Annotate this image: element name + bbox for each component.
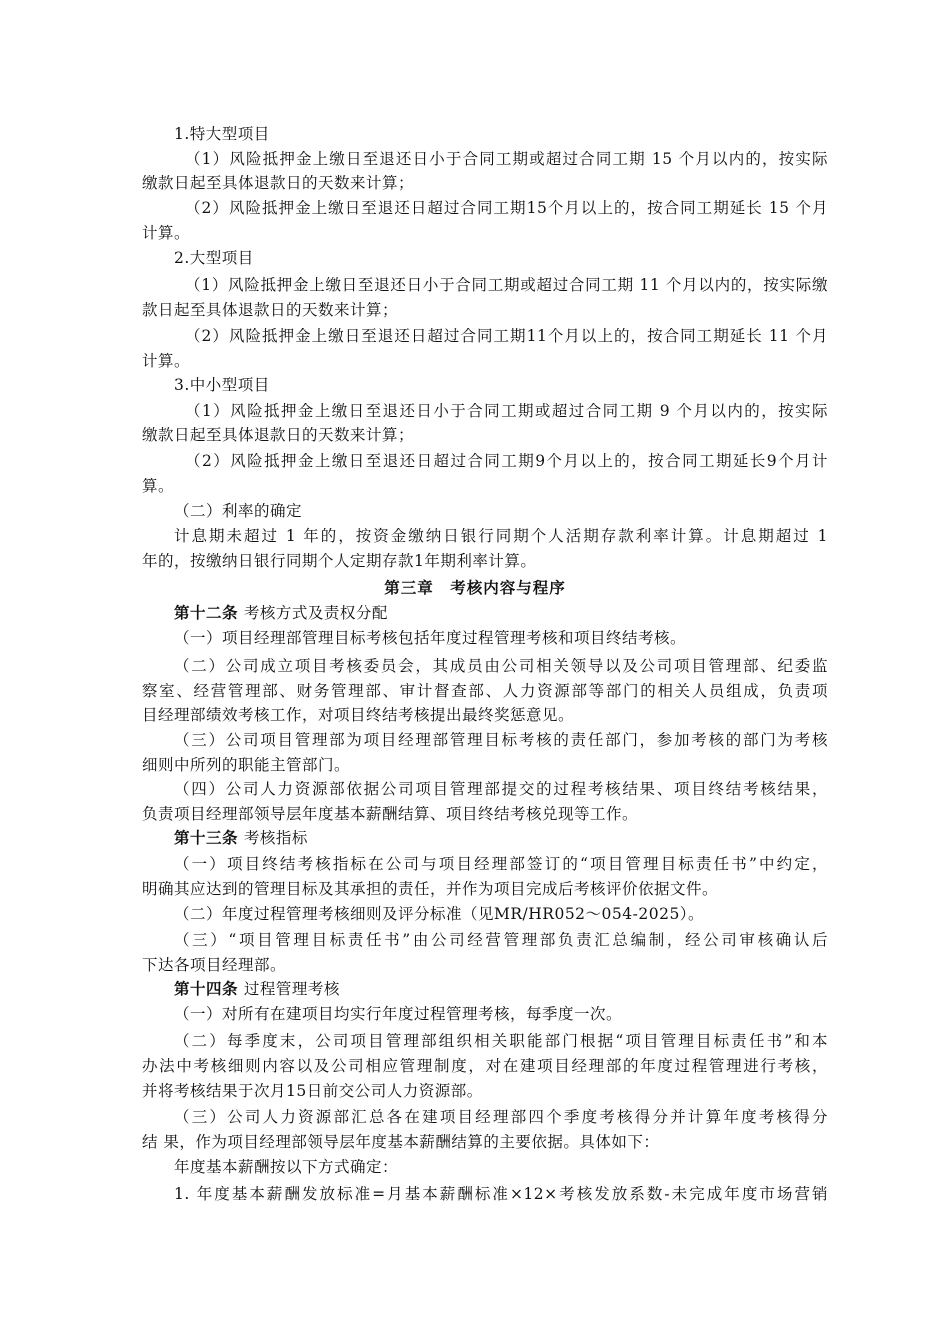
line-text: 目经理部绩效考核工作，对项目终结考核提出最终奖惩意见。 [142,706,575,724]
text-line [185,198,828,218]
article-line [174,979,828,999]
line-text: （三）公司人力资源部汇总各在建项目经理部四个季度考核得分并计算年度考核得分 [174,1108,828,1126]
text-line [142,681,828,701]
line-text: 缴款日起至具体退款日的天数来计算； [142,426,415,444]
article-number: 第十四条 [174,979,244,998]
article-line [174,603,828,623]
text-line [142,425,828,445]
text-line [142,300,828,320]
line-text: 办法中考核细则内容以及公司相应管理制度，对在建项目经理部的年度过程管理进行考核， [142,1057,828,1075]
line-text: （一）项目终结考核指标在公司与项目经理部签订的“项目管理目标责任书”中约定， [174,855,828,873]
line-text: 明确其应达到的管理目标及其承担的责任，并作为项目完成后考核评价依据文件。 [142,880,719,898]
line-text: 察室、经营管理部、财务管理部、审计督查部、人力资源部等部门的相关人员组成，负责项 [142,682,828,700]
article-number: 第十三条 [174,828,244,847]
line-text: （三）“项目管理目标责任书”由公司经营管理部负责汇总编制，经公司审核确认后 [174,931,828,949]
line-text: 负责项目经理部领导层年度基本薪酬结算、项目终结考核兑现等工作。 [142,805,639,823]
line-text: 1.特大型项目 [174,125,270,143]
article-line [174,828,828,848]
text-line [174,1157,828,1177]
line-text: 算。 [142,477,175,495]
article-number: 第十二条 [174,603,244,622]
text-line [174,375,828,395]
text-line [174,501,828,521]
text-line [174,779,828,799]
line-text: 缴款日起至具体退款日的天数来计算； [142,174,415,192]
line-text: 计息期未超过 1 年的，按资金缴纳日银行同期个人活期存款利率计算。计息期超过 1 [174,527,828,545]
line-text: 2.大型项目 [174,249,254,267]
text-line [174,656,828,676]
text-line [174,248,828,268]
line-text: 考核指标 [243,829,308,847]
text-line [142,705,828,725]
text-line [142,173,828,193]
text-line [174,930,828,950]
line-text: （1）风险抵押金上缴日至退还日小于合同工期或超过合同工期 11 个月以内的，按实际缴 [185,276,828,294]
line-text: 款日起至具体退款日的天数来计算； [142,301,399,319]
line-text: 细则中所列的职能主管部门。 [142,756,351,774]
text-line [185,451,828,471]
line-text: 并将考核结果于次月15日前交公司人力资源部。 [142,1082,483,1100]
text-line [174,124,828,144]
line-text: （1）风险抵押金上缴日至退还日小于合同工期或超过合同工期 15 个月以内的，按实际 [185,150,828,168]
line-text: 年度基本薪酬按以下方式确定： [174,1158,399,1176]
line-text: 下达各项目经理部。 [142,956,287,974]
text-line [142,551,828,571]
text-line [142,1132,828,1152]
line-text: 结 果，作为项目经理部领导层年度基本薪酬结算的主要依据。具体如下： [142,1133,660,1151]
line-text: （二）年度过程管理考核细则及评分标准（见MR/HR052～054-2025）。 [174,905,705,923]
line-text: （二）每季度末，公司项目管理部组织相关职能部门根据“项目管理目标责任书”和本 [174,1032,828,1050]
line-text: （一）对所有在建项目均实行年度过程管理考核，每季度一次。 [174,1005,623,1023]
line-text: 1. 年度基本薪酬发放标准=月基本薪酬标准×12×考核发放系数-未完成年度市场营销 [174,1185,828,1203]
text-line [174,1031,828,1051]
text-line [142,476,828,496]
text-line [142,223,828,243]
text-line [174,904,828,924]
text-line [174,628,828,648]
text-line [174,1107,828,1127]
text-line [142,351,828,371]
text-line [142,879,828,899]
text-line [174,1184,828,1204]
line-text: 过程管理考核 [243,980,340,998]
line-text: 考核方式及责权分配 [243,604,388,622]
text-line [185,326,828,346]
chapter-heading: 第三章 考核内容与程序 [384,578,566,597]
text-line [185,149,828,169]
line-text: （二）公司成立项目考核委员会，其成员由公司相关领导以及公司项目管理部、纪委监 [174,657,828,675]
line-text: 3.中小型项目 [174,376,270,394]
line-text: （四）公司人力资源部依据公司项目管理部提交的过程考核结果、项目终结考核结果， [174,780,828,798]
text-line [174,730,828,750]
line-text: （2）风险抵押金上缴日至退还日超过合同工期9个月以上的，按合同工期延长9个月计 [185,452,828,470]
text-line [185,401,828,421]
text-line [142,1081,828,1101]
text-line [174,526,828,546]
line-text: （一）项目经理部管理目标考核包括年度过程管理考核和项目终结考核。 [174,629,687,647]
text-line [142,804,828,824]
line-text: （2）风险抵押金上缴日至退还日超过合同工期11个月以上的，按合同工期延长 11 个月 [185,327,828,345]
line-text: 计算。 [142,224,191,242]
line-text: （三）公司项目管理部为项目经理部管理目标考核的责任部门，参加考核的部门为考核 [174,731,828,749]
text-line [174,1004,828,1024]
text-line [142,955,828,975]
text-line [142,1056,828,1076]
text-line [142,755,828,775]
line-text: 计算。 [142,352,191,370]
text-line [174,854,828,874]
line-text: 年的，按缴纳日银行同期个人定期存款1年期利率计算。 [142,552,537,570]
line-text: （二）利率的确定 [174,502,303,520]
line-text: （1）风险抵押金上缴日至退还日小于合同工期或超过合同工期 9 个月以内的，按实际 [185,402,828,420]
line-text: （2）风险抵押金上缴日至退还日超过合同工期15个月以上的，按合同工期延长 15 个月 [185,199,828,217]
text-line [185,275,828,295]
